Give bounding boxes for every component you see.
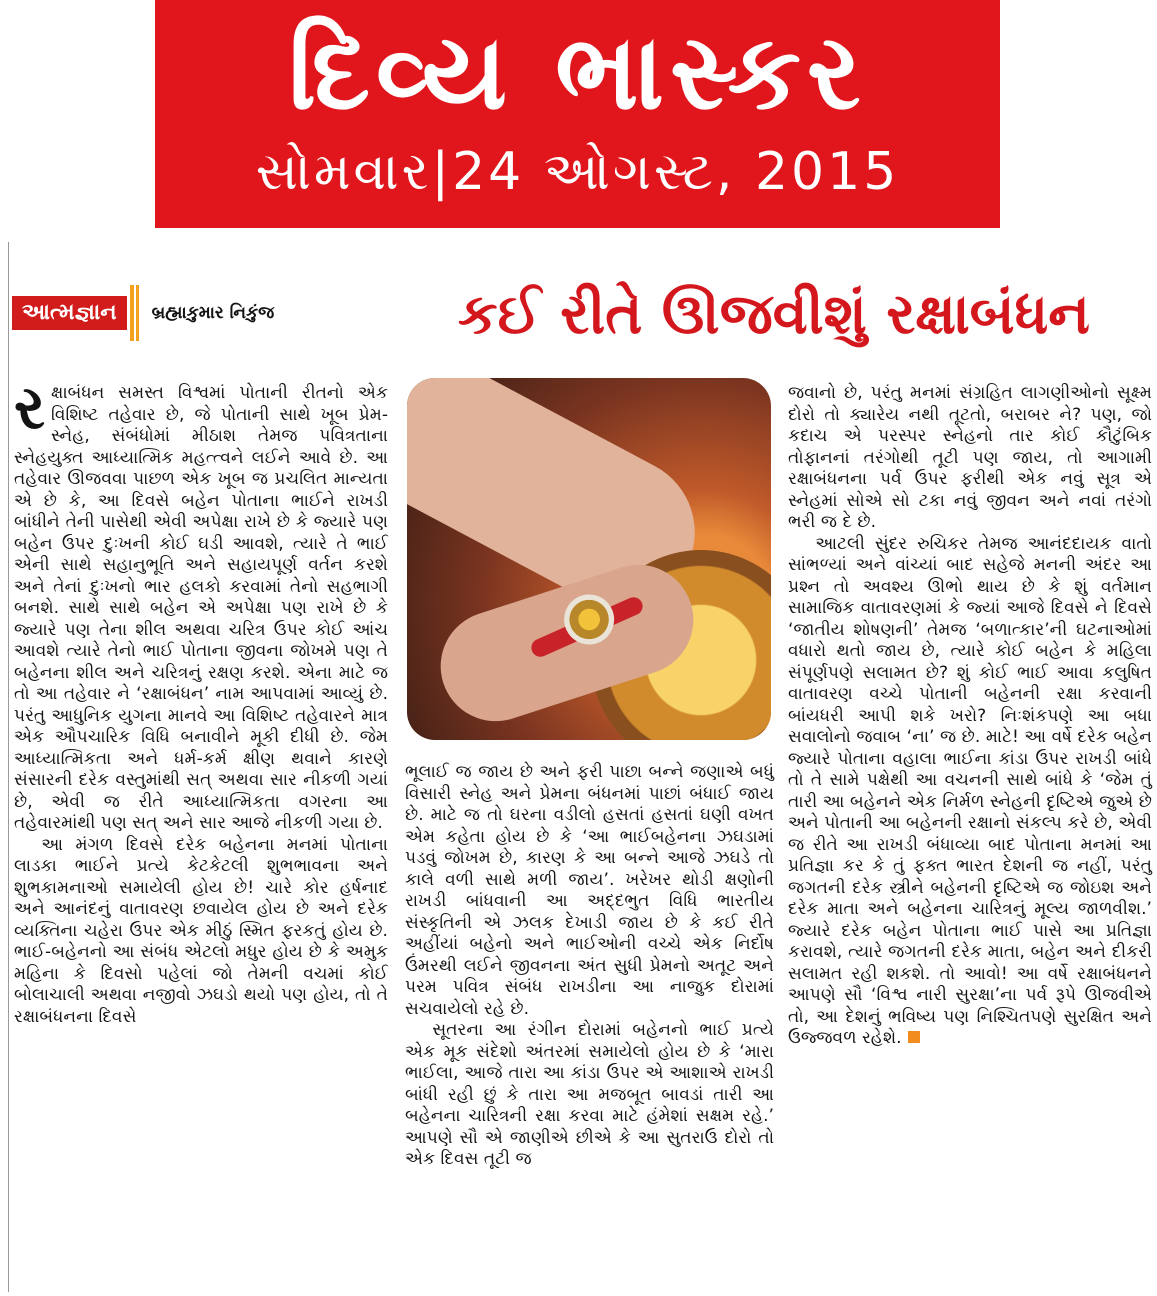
column-header <box>12 296 274 330</box>
article-column-2 <box>405 762 774 1171</box>
end-mark-icon <box>908 1031 920 1043</box>
drop-cap: ર <box>14 373 46 443</box>
column-label: આત્મજ્ઞાન <box>12 296 127 330</box>
rakhi-photo <box>407 378 771 740</box>
author-name: બ્રહ્માકુમાર નિકુંજ <box>151 303 275 323</box>
article-column-3 <box>788 383 1152 1050</box>
paragraph: આ મંગળ દિવસે દરેક બહેનના મનમાં પોતાના લાડકા ભાઈને પ્રત્યે કેટકેટલી શુભભાવના અને શુભકામનાઓ સમાયેલી હોય છે! ચારે કોર હર્ષનાદ અને આનંદનું વાતાવરણ છવાયેલ હોય છે અને દરેક વ્યક્તિના ચહેરા ઉપર એક મીઠું સ્મિત ફરકતું હોય છે. ભાઈ-બહેનનો આ સંબંધ એટલો મધુર હોય છે કે અમુક મહિના કે દિવસો પહેલાં જો તેમની વચમાં કોઈ બોલાચાલી અથવા નજીવો ઝઘડો થયો પણ હોય, તો તે રક્ષાબંધનના દિવસે <box>14 834 388 1027</box>
paragraph: આટલી સુંદર રુચિકર તેમજ આનંદદાયક વાતો સાંભળ્યાં અને વાંચ્યાં બાદ સહેજે મનની અંદર આ પ્રશ્ન તો અવશ્ય ઊભો થાય છે કે શું વર્તમાન સામાજિક વાતાવરણમાં કે જ્યાં આજે દિવસે ને દિવસે ‘જાતીય શોષણની’ તેમજ ‘બળાત્કાર’ની ઘટનાઓમાં વધારો થતો જાય છે, ત્યારે કોઈ બહેન કે મહિલા સંપૂર્ણપણે સલામત છે? શું કોઈ ભાઈ આવા કલુષિત વાતાવરણ વચ્ચે પોતાની બહેનની રક્ષા કરવાની બાંયધરી આપી શકે ખરો? નિઃશંકપણે આ બધા સવાલોનો જવાબ ‘ના’ જ છે. માટે! આ વર્ષે દરેક બહેન જ્યારે પોતાના વહાલા ભાઈના કાંડા ઉપર રાખડી બાંધે તો તે સામે પક્ષેથી આ વચનની સાથે બાંધે કે ‘જેમ તું તારી આ બહેનને એક નિર્મળ સ્નેહની દૃષ્ટિએ જુએ છે અને પોતાની આ બહેનની રક્ષાનો સંકલ્પ કરે છે, એવી જ રીતે આ રાખડી બંધાવ્યા બાદ પોતાના મનમાં આ પ્રતિજ્ઞા કર કે તું ફક્ત ભારત દેશની જ નહીં, પરંતુ જગતની દરેક સ્ત્રીને બહેનની દૃષ્ટિએ જ જોઇશ અને દરેક માતા અને બહેનના ચારિત્રનું મૂલ્ય જાળવીશ.’ જ્યારે દરેક બહેન પોતાના ભાઈ પાસે આ પ્રતિજ્ઞા કરાવશે, ત્યારે જગતની દરેક માતા, બહેન અને દીકરી સલામત રહી શકશે. તો આવો! આ વર્ષે રક્ષાબંધનને આપણે સૌ ‘વિશ્વ નારી સુરક્ષા’ના પર્વ રૂપે ઊજવીએ તો, આ દેશનું ભવિષ્ય પણ નિશ્ચિતપણે સુરક્ષિત અને ઉજ્જવળ રહેશે. <box>788 533 1152 1048</box>
issue-date: સોમવાર|24 ઓગસ્ટ, 2015 <box>255 142 900 202</box>
paragraph: ભૂલાઈ જ જાય છે અને ફરી પાછા બન્ને જણાએ બધું વિસારી સ્નેહ અને પ્રેમના બંધનમાં પાછાં બંધાઈ જાય છે. માટે જ તો ઘરના વડીલો હસતાં હસતાં ઘણી વખત એમ કહેતા હોય છે કે ‘આ ભાઈબહેનના ઝઘડામાં પડવું જોખમ છે, કારણ કે આ બન્ને આજે ઝઘડે તો કાલે વળી સાથે મળી જાય’. ખરેખર થોડી ક્ષણોની રાખડી બાંધવાની આ અદ્દભુત વિધિ ભારતીય સંસ્કૃતિની એ ઝલક દેખાડી જાય છે કે કઈ રીતે અહીંયાં બહેનો અને ભાઈઓની વચ્ચે એક નિર્દોષ ઉંમરથી લઈને જીવનના અંત સુધી પ્રેમનો અતૂટ અને પરમ પવિત્ર સંબંધ રાખડીના આ નાજુક દોરામાં સચવાયેલો રહે છે. <box>405 762 774 1019</box>
paragraph: રક્ષાબંધન સમસ્ત વિશ્વમાં પોતાની રીતનો એક વિશિષ્ટ તહેવાર છે, જે પોતાની સાથે ખૂબ પ્રેમ-સ્નેહ, સંબંધોમાં મીઠાશ તેમજ પવિત્રતાના સ્નેહયુક્ત આધ્યાત્મિક મહત્ત્વને લઈને આવે છે. આ તહેવાર ઊજવવા પાછળ એક ખૂબ જ પ્રચલિત માન્યતા એ છે કે, આ દિવસે બહેન પોતાના ભાઈને રાખડી બાંધીને તેની પાસેથી એવી અપેક્ષા રાખે છે કે જ્યારે પણ બહેન ઉપર દુઃખની કોઈ ઘડી આવશે, ત્યારે તે ભાઈ એની સાથે સહાનુભૂતિ અને સહાયપૂર્ણ વર્તન કરશે અને તેનાં દુઃખનો ભાર હલકો કરવામાં તેનો સહભાગી બનશે. સાથે સાથે બહેન એ અપેક્ષા પણ રાખે છે કે જ્યારે પણ તેના શીલ અથવા ચરિત્ર ઉપર કોઈ આંચ આવશે ત્યારે તેનો ભાઈ પોતાના જીવના જોખમે પણ તે બહેનના શીલ અને ચરિત્રનું રક્ષણ કરશે. એના માટે જ તો આ તહેવાર ને ‘રક્ષાબંધન’ નામ આપવામાં આવ્યું છે. પરંતુ આધુનિક યુગના માનવે આ વિશિષ્ટ તહેવારને માત્ર એક ઔપચારિક વિધિ બનાવીને મૂકી દીધી છે. જેમ આધ્યાત્મિકતા અને ધર્મ-કર્મ ક્ષીણ થવાને કારણે સંસારની દરેક વસ્તુમાંથી સત્ અથવા સાર નીકળી ગયાં છે, એવી જ રીતે આધ્યાત્મિકતા વગરના આ તહેવારમાંથી પણ સત્ અને સાર આજે નીકળી ગયા છે. <box>14 373 388 833</box>
paragraph: જવાનો છે, પરંતુ મનમાં સંગ્રહિત લાગણીઓનો સૂક્ષ્મ દોરો તો ક્યારેય નથી તૂટતો, બરાબર ને? પણ, જો કદાચ એ પરસ્પર સ્નેહનો તાર કોઈ કૌટુંબિક તોફાનનાં તરંગોથી તૂટી પણ જાય, તો આગામી રક્ષાબંધનના પર્વ ઉપર ફરીથી એક નવું સૂત્ર એ સ્નેહમાં સોએ સો ટકા નવું જીવન અને નવાં તરંગો ભરી જ દે છે. <box>788 383 1152 532</box>
paragraph: સૂતરના આ રંગીન દોરામાં બહેનનો ભાઈ પ્રત્યે એક મૂક સંદેશો અંતરમાં સમાયેલો હોય છે કે ‘મારા ભાઈલા, આજે તારા આ કાંડા ઉપર એ આશાએ રાખડી બાંધી રહી છું કે તારા આ મજબૂત બાવડાં તારી આ બહેનના ચારિત્રની રક્ષા કરવા માટે હંમેશાં સક્ષમ રહે.’ આપણે સૌ એ જાણીએ છીએ કે આ સુતરાઉ દોરો તો એક દિવસ તૂટી જ <box>405 1020 774 1169</box>
column-label-mark-icon <box>130 285 142 341</box>
left-rule <box>8 242 9 1292</box>
masthead <box>155 0 1000 228</box>
article-column-1 <box>14 373 388 1028</box>
article-headline: કઈ રીતે ઊજવીશું રક્ષાબંધન <box>458 282 1090 347</box>
newspaper-title: દિવ્ય ભાસ્કર <box>288 11 867 133</box>
